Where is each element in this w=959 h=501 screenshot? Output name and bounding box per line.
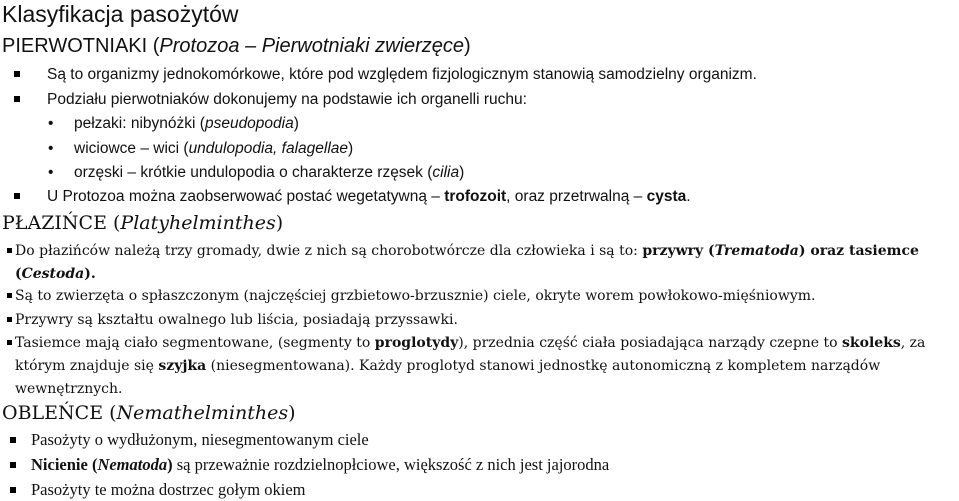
list-item-text xyxy=(31,454,950,476)
sub-item-text: pełzaki: nibynóżki ( xyxy=(74,115,205,132)
list-item-text: Podziału pierwotniaków dokonujemy na podstawie ich organelli ruchu: xyxy=(47,91,527,108)
sub-item-latin: undulopodia, falagellae xyxy=(188,140,349,157)
heading-pierwotniaki xyxy=(2,33,471,59)
square-bullet-icon xyxy=(10,487,16,493)
list-item xyxy=(10,429,950,451)
term-nematoda: Nematoda xyxy=(97,455,168,474)
sub-list-item xyxy=(48,163,465,183)
text-part: ) xyxy=(167,455,173,474)
sub-item-close: ) xyxy=(348,140,354,157)
square-bullet-icon xyxy=(7,248,12,253)
term-skoleks: skoleks xyxy=(842,335,901,351)
list-item xyxy=(10,479,950,501)
heading-oblence xyxy=(2,400,296,426)
list-item xyxy=(7,240,955,286)
text-part: , oraz przetrwalną – xyxy=(506,188,647,205)
heading-close: ) xyxy=(288,402,296,424)
heading-text: PIERWOTNIAKI ( xyxy=(2,35,160,57)
list-item xyxy=(10,454,950,476)
heading-close: ) xyxy=(464,35,471,57)
heading-latin: Protozoa – Pierwotniaki zwierzęce xyxy=(159,35,465,57)
list-item-text xyxy=(15,240,955,286)
term-nicienie: Nicienie ( xyxy=(31,455,98,474)
term-tasiemce: tasiemce xyxy=(848,243,919,259)
square-bullet-icon xyxy=(14,96,20,102)
text-part: ( xyxy=(703,243,715,259)
list-item-text xyxy=(47,187,691,207)
list-item-text: Są to organizmy jednokomórkowe, które pod względem fizjologicznym stanowią samodzielny organizm. xyxy=(47,66,757,83)
term-przywry: przywry xyxy=(642,243,704,259)
heading-latin: Platyhelminthes xyxy=(120,212,276,234)
heading-close: ) xyxy=(275,212,284,234)
term-trematoda: Trematoda xyxy=(714,243,799,259)
list-item xyxy=(7,285,955,308)
heading-plazince xyxy=(2,210,283,236)
list-item-text: Są to zwierzęta o spłaszczonym (najczęściej grzbietowo-brzusznie) ciele, okryte worem powłokowo-mięśniowym. xyxy=(15,288,816,304)
square-bullet-icon xyxy=(7,317,12,322)
sub-item-text: orzęski – krótkie undulopodia o charakterze rzęsek ( xyxy=(74,164,433,181)
text-part: ), przednia część ciała posiadająca narządy czepne to xyxy=(458,335,843,351)
sub-item-close: ) xyxy=(293,115,299,132)
text-part: ( xyxy=(15,266,22,282)
text-part: są przeważnie rozdzielnopłciowe, większość z nich jest jajorodna xyxy=(172,455,610,474)
list-item xyxy=(7,332,957,401)
term-trofozoit: trofozoit xyxy=(444,188,507,205)
sub-list-item xyxy=(48,114,299,134)
square-bullet-icon xyxy=(10,437,16,443)
dot-bullet-icon: • xyxy=(48,140,54,157)
term-cestoda: Cestoda xyxy=(21,266,85,282)
list-item-text: Pasożyty o wydłużonym, niesegmentowanym ciele xyxy=(31,430,369,449)
term-cysta: cysta xyxy=(646,188,687,205)
sub-item-close: ) xyxy=(459,164,465,181)
heading-text: OBLEŃCE ( xyxy=(2,402,117,424)
text-part: Do płazińców należą trzy gromady, dwie z nich są chorobotwórcze dla człowieka i są to: xyxy=(15,243,643,259)
sub-item-latin: cilia xyxy=(432,164,460,181)
square-bullet-icon xyxy=(7,293,12,298)
list-item-text xyxy=(15,332,957,401)
sub-item-latin: pseudopodia xyxy=(204,115,294,132)
text-part: (niesegmentowana). Każdy proglotyd stanowi jednostkę autonomiczną z kompletem narządów wewnętrznych. xyxy=(15,358,881,397)
page-title: Klasyfikacja pasożytów xyxy=(2,1,239,27)
square-bullet-icon xyxy=(7,340,12,345)
list-item-text: Pasożyty te można dostrzec gołym okiem xyxy=(31,480,306,499)
square-bullet-icon xyxy=(14,193,20,199)
text-part: ) oraz xyxy=(798,243,849,259)
term-proglotydy: proglotydy xyxy=(374,335,459,351)
text-part: ). xyxy=(84,266,96,282)
heading-text: PŁAZIŃCE ( xyxy=(2,212,121,234)
text-part: Tasiemce mają ciało segmentowane, (segmenty to xyxy=(15,335,375,351)
term-szyjka: szyjka xyxy=(158,358,207,374)
square-bullet-icon xyxy=(14,71,20,77)
text-part: , za którym znajduje się xyxy=(15,335,926,374)
square-bullet-icon xyxy=(10,462,16,468)
dot-bullet-icon: • xyxy=(48,115,54,132)
list-item-text: Przywry są kształtu owalnego lub liścia, posiadają przyssawki. xyxy=(15,312,458,328)
sub-item-text: wiciowce – wici ( xyxy=(74,140,189,157)
text-part: U Protozoa można zaobserwować postać wegetatywną – xyxy=(47,188,445,205)
dot-bullet-icon: • xyxy=(48,164,54,181)
list-item xyxy=(7,309,955,332)
heading-latin: Nemathelminthes xyxy=(116,402,289,424)
text-part: . xyxy=(686,188,691,205)
sub-list-item xyxy=(48,139,354,159)
